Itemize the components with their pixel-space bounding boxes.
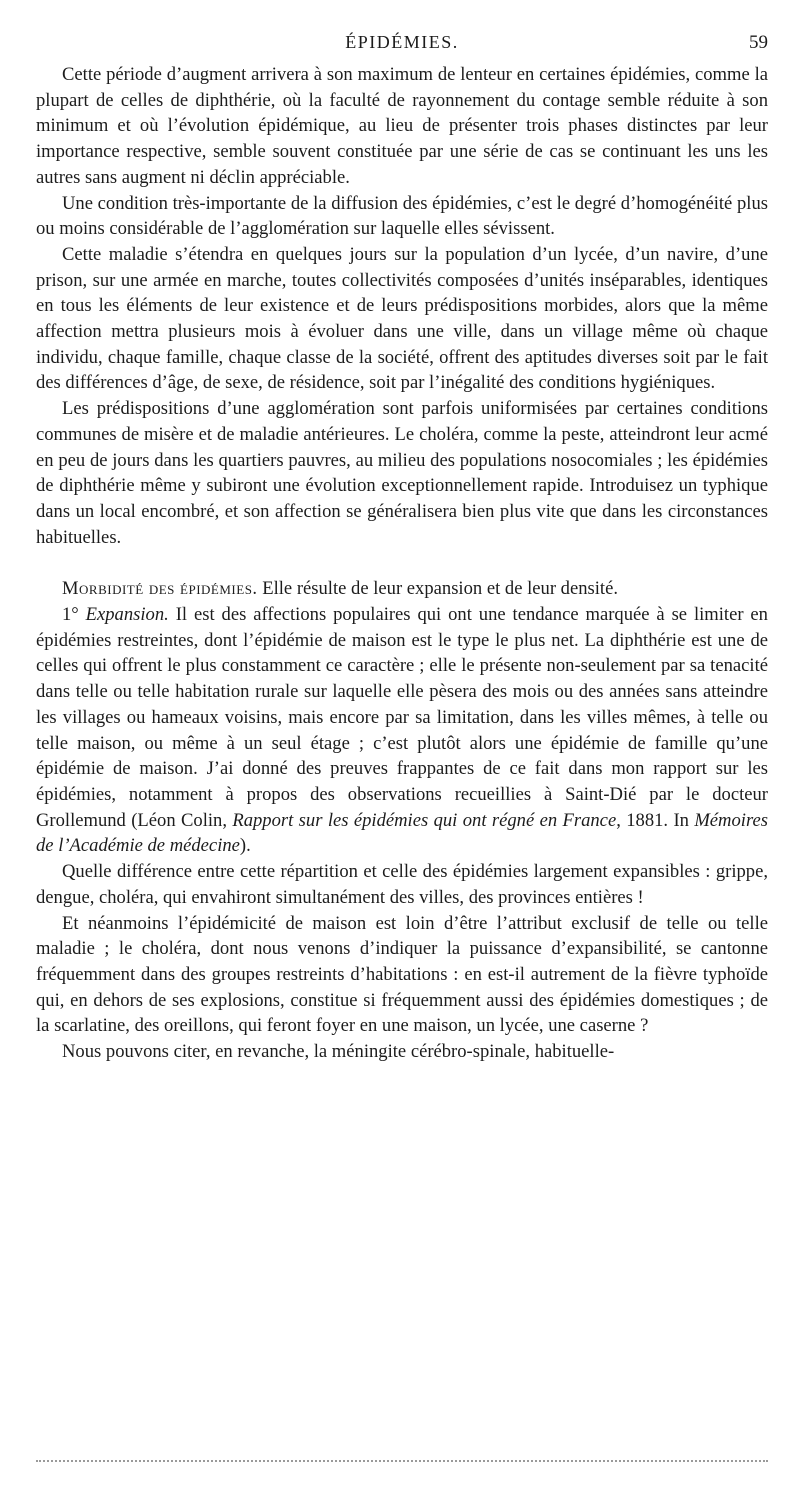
section-heading: Morbidité des épidémies. (62, 578, 258, 600)
paragraph: Quelle différence entre cette répartition et celle des épidémies largement expansibles : grippe, dengue, choléra, qui envahiront simultanément des villes, des provinces entières ! (36, 861, 768, 908)
section-gap (36, 550, 768, 576)
citation-title: Rapport sur les épidémies qui ont régné en France (232, 809, 617, 831)
footer-rule (36, 1460, 768, 1462)
expansion-text: Il est des affections populaires qui ont une tendance marquée à se limiter en épidémies restreintes, dont l’épidémie de maison est le type le plus net. La diphthérie est une de celles qui offrent le plus constamment ce caractère ; elle le présente non-seulement par sa tenacité dans telle ou telle habitation rurale sur laquelle elle pèsera des mois ou des années sans atteindre les villages ou hameaux voisins, mais encore par sa limitation, dans les villes mêmes, à telle ou telle maison, ou même à un seul étage ; c’est plutôt alors une épidémie de famille qu’une épidémie de maison. J’ai donné des preuves frappantes de ce fait dans mon rapport sur les épidémies, notamment à propos des observations recueillies à Saint-Dié par le docteur Grollemund (Léon Colin, (36, 604, 768, 831)
page-number: 59 (749, 32, 768, 53)
page-body (36, 62, 768, 1065)
expansion-title: Expansion. (85, 604, 169, 626)
paragraph: Une condition très-importante de la diffusion des épidémies, c’est le degré d’homogénéité plus ou moins considérable de l’agglomération sur laquelle elles sévissent. (36, 192, 768, 240)
citation-source: Mémoires de l’Académie de médecine (36, 809, 768, 857)
paragraph: Cette maladie s’étendra en quelques jours sur la population d’un lycée, d’un navire, d’une prison, sur une armée en marche, toutes collectivités composées d’unités inséparables, identiques en tous les éléments de leur existence et de leurs prédispositions morbides, alors que la même affection mettra plusieurs mois à évoluer dans une ville, dans un village même où chaque individu, chaque famille, chaque classe de la société, offrent des aptitudes diverses soit par le fait des différences d’âge, de sexe, de résidence, soit par l’inégalité des conditions hygiéniques. (36, 243, 768, 394)
page-header (36, 32, 768, 60)
section-heading-text: Elle résulte de leur expansion et de leur densité. (257, 578, 618, 600)
paragraph: Cette période d’augment arrivera à son maximum de lenteur en certaines épidémies, comme la plupart de celles de diphthérie, où la faculté de rayonnement du contage semble réduite à son minimum et où l’évolution épidémique, au lieu de présenter trois phases distinctes par leur importance respective, semble souvent constituée par une série de cas se continuant les uns les autres sans augment ni déclin appréciable. (36, 64, 768, 188)
citation-end: ). (239, 835, 251, 857)
paragraph: Et néanmoins l’épidémicité de maison est loin d’être l’attribut exclusif de telle ou telle maladie ; le choléra, dont nous venons d’indiquer la puissance d’expansibilité, se cantonne fréquemment dans des groupes restreints d’habitations : en est-il autrement de la fièvre typhoïde qui, en dehors de ses explosions, constitue si fréquemment aussi des épidémies domestiques ; de la scarlatine, des oreillons, qui feront foyer en une maison, un lycée, une caserne ? (36, 912, 768, 1037)
expansion-number: 1° (62, 604, 86, 626)
running-head: ÉPIDÉMIES. (345, 32, 459, 52)
section-heading-paragraph (36, 576, 768, 602)
citation-year: , 1881. In (616, 809, 695, 831)
paragraph: Les prédispositions d’une agglomération sont parfois uniformisées par certaines conditions communes de misère et de maladie antérieures. Le choléra, comme la peste, atteindront leur acmé en peu de jours dans les quartiers pauvres, au milieu des populations nosocomiales ; les épidémies de diphthérie même y subiront une évolution exceptionnellement rapide. Introduisez un typhique dans un local encombré, et son affection se généralisera bien plus vite que dans les circonstances habituelles. (36, 398, 768, 548)
paragraph: Nous pouvons citer, en revanche, la méningite cérébro-spinale, habituelle- (62, 1041, 615, 1063)
expansion-paragraph (36, 602, 768, 859)
